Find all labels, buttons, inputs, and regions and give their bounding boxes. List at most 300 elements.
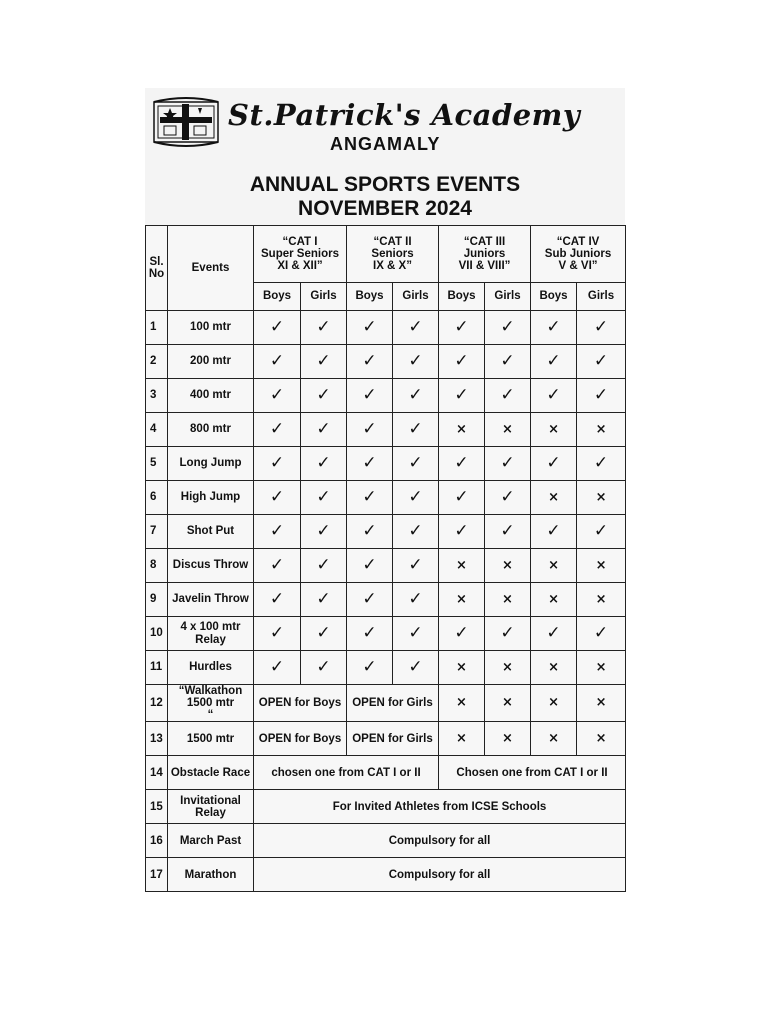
cross-mark <box>577 685 626 722</box>
table-row <box>146 685 626 722</box>
check-icon: ✓ <box>269 588 285 609</box>
check-mark <box>485 345 531 379</box>
check-mark <box>347 617 393 651</box>
check-icon: ✓ <box>546 350 561 371</box>
cell-text-line: Seniors <box>371 247 414 260</box>
row-number: 1 <box>146 311 168 345</box>
check-mark <box>393 413 439 447</box>
check-icon: ✓ <box>316 486 331 507</box>
school-name: St.Patrick's Academy <box>228 98 581 132</box>
check-mark <box>485 481 531 515</box>
check-mark <box>531 617 577 651</box>
cross-mark <box>531 583 577 617</box>
cross-icon: × <box>548 695 559 711</box>
table-row <box>146 583 626 617</box>
check-icon: ✓ <box>500 350 515 371</box>
cross-icon: × <box>502 591 513 607</box>
cross-icon: × <box>595 557 607 573</box>
table-header-row <box>146 226 626 283</box>
check-icon: ✓ <box>500 316 515 337</box>
check-icon: ✓ <box>408 486 423 507</box>
cross-icon: × <box>548 421 559 437</box>
check-icon: ✓ <box>500 622 515 643</box>
check-mark <box>301 447 347 481</box>
check-mark <box>531 311 577 345</box>
row-number: 6 <box>146 481 168 515</box>
check-icon: ✓ <box>593 452 609 473</box>
table-row <box>146 617 626 651</box>
check-icon: ✓ <box>316 384 331 405</box>
check-mark <box>254 447 301 481</box>
check-mark <box>254 481 301 515</box>
check-icon: ✓ <box>316 622 331 643</box>
table-row <box>146 413 626 447</box>
cross-mark <box>485 583 531 617</box>
check-mark <box>393 345 439 379</box>
check-mark <box>301 311 347 345</box>
cross-icon: × <box>548 591 559 607</box>
check-mark <box>254 311 301 345</box>
check-icon: ✓ <box>269 486 285 507</box>
check-icon: ✓ <box>269 418 285 439</box>
check-icon: ✓ <box>408 520 423 541</box>
cross-icon: × <box>456 730 467 746</box>
check-mark <box>347 345 393 379</box>
check-icon: ✓ <box>362 622 377 643</box>
cross-icon: × <box>456 421 467 437</box>
check-mark <box>439 345 485 379</box>
check-icon: ✓ <box>269 316 285 337</box>
cell-text-line: “CAT I <box>282 235 318 248</box>
events-header: Events <box>168 226 254 311</box>
cell-text-line: 1500 mtr <box>186 732 235 745</box>
open-note: OPEN for Girls <box>347 722 439 756</box>
cross-icon: × <box>502 730 513 746</box>
cross-mark <box>577 549 626 583</box>
check-mark <box>577 345 626 379</box>
open-note: OPEN for Girls <box>347 685 439 722</box>
cross-icon: × <box>595 659 607 675</box>
check-icon: ✓ <box>546 520 561 541</box>
check-icon: ✓ <box>593 622 609 643</box>
event-name <box>168 790 254 824</box>
check-icon: ✓ <box>269 350 285 371</box>
table-row <box>146 651 626 685</box>
check-mark <box>485 617 531 651</box>
cross-mark <box>577 651 626 685</box>
cross-icon: × <box>595 591 607 607</box>
cell-text-line: 800 mtr <box>190 423 231 436</box>
cell-text-line: V & VI” <box>558 260 598 273</box>
cell-text-line: XI & XII” <box>277 260 323 273</box>
cross-icon: × <box>595 695 607 711</box>
cross-mark <box>439 651 485 685</box>
check-mark <box>393 311 439 345</box>
cross-icon: × <box>595 421 607 437</box>
check-icon: ✓ <box>546 316 561 337</box>
table-row <box>146 722 626 756</box>
table-row <box>146 824 626 858</box>
row-number: 8 <box>146 549 168 583</box>
boys-subheader: Boys <box>439 283 485 311</box>
school-location: ANGAMALY <box>330 134 441 154</box>
boys-subheader: Boys <box>347 283 393 311</box>
cross-mark <box>485 722 531 756</box>
check-icon: ✓ <box>454 316 469 337</box>
table-row <box>146 345 626 379</box>
check-mark <box>301 651 347 685</box>
check-mark <box>485 515 531 549</box>
row-number: 9 <box>146 583 168 617</box>
cross-mark <box>577 722 626 756</box>
check-icon: ✓ <box>362 656 377 677</box>
check-icon: ✓ <box>316 554 331 575</box>
cell-text-line: Hurdles <box>189 661 232 674</box>
cross-icon: × <box>548 730 559 746</box>
event-name <box>168 345 254 379</box>
cross-icon: × <box>595 730 607 746</box>
cell-text-line: Long Jump <box>179 457 242 470</box>
check-icon: ✓ <box>454 520 469 541</box>
check-icon: ✓ <box>593 520 609 541</box>
cell-text-line: Relay <box>195 806 226 819</box>
check-icon: ✓ <box>316 316 331 337</box>
cell-text-line: 200 mtr <box>190 355 231 368</box>
cell-text-line: Super Seniors <box>261 247 339 260</box>
check-icon: ✓ <box>454 452 469 473</box>
check-icon: ✓ <box>316 588 331 609</box>
check-icon: ✓ <box>408 656 423 677</box>
check-icon: ✓ <box>546 384 561 405</box>
check-mark <box>577 379 626 413</box>
cross-mark <box>439 685 485 722</box>
row-number: 17 <box>146 858 168 892</box>
check-icon: ✓ <box>316 452 331 473</box>
check-icon: ✓ <box>408 316 423 337</box>
cross-mark <box>531 413 577 447</box>
check-icon: ✓ <box>269 452 285 473</box>
cross-icon: × <box>502 421 513 437</box>
boys-subheader: Boys <box>254 283 301 311</box>
check-mark <box>485 447 531 481</box>
check-icon: ✓ <box>316 350 331 371</box>
category-header-1 <box>254 226 347 283</box>
cross-mark <box>577 583 626 617</box>
check-icon: ✓ <box>593 350 609 371</box>
check-mark <box>439 311 485 345</box>
event-name <box>168 515 254 549</box>
row-number: 2 <box>146 345 168 379</box>
cross-icon: × <box>456 659 467 675</box>
cell-text-line: Juniors <box>463 247 506 260</box>
check-icon: ✓ <box>316 656 331 677</box>
merged-note: For Invited Athletes from ICSE Schools <box>254 790 626 824</box>
check-icon: ✓ <box>408 588 423 609</box>
cross-icon: × <box>595 489 607 505</box>
check-icon: ✓ <box>408 350 423 371</box>
cross-icon: × <box>502 557 513 573</box>
table-row <box>146 549 626 583</box>
check-mark <box>347 651 393 685</box>
event-name <box>168 549 254 583</box>
cross-mark <box>485 549 531 583</box>
cell-text-line: VII & VIII” <box>458 260 511 273</box>
check-mark <box>347 549 393 583</box>
check-icon: ✓ <box>500 486 515 507</box>
check-mark <box>254 651 301 685</box>
sports-events-table <box>145 225 626 892</box>
open-note: OPEN for Boys <box>254 685 347 722</box>
cross-mark <box>577 481 626 515</box>
cross-mark <box>439 722 485 756</box>
check-mark <box>347 515 393 549</box>
check-icon: ✓ <box>269 656 285 677</box>
cross-icon: × <box>456 591 467 607</box>
table-row <box>146 481 626 515</box>
check-icon: ✓ <box>408 554 423 575</box>
event-name <box>168 481 254 515</box>
check-icon: ✓ <box>408 622 423 643</box>
cell-text-line: High Jump <box>180 491 241 504</box>
check-icon: ✓ <box>500 384 515 405</box>
boys-subheader: Boys <box>531 283 577 311</box>
event-name <box>168 447 254 481</box>
cross-mark <box>531 549 577 583</box>
row-number: 7 <box>146 515 168 549</box>
check-mark <box>347 413 393 447</box>
cell-text-line: Invitational <box>180 794 241 807</box>
check-mark <box>301 481 347 515</box>
cell-text-line: 100 mtr <box>190 321 231 334</box>
cross-mark <box>485 651 531 685</box>
row-number: 13 <box>146 722 168 756</box>
cell-text-line: “CAT IV <box>556 235 600 248</box>
check-mark <box>254 345 301 379</box>
check-icon: ✓ <box>454 384 469 405</box>
row-number: 14 <box>146 756 168 790</box>
check-mark <box>531 515 577 549</box>
sl-no-header <box>146 226 168 311</box>
table-row <box>146 379 626 413</box>
check-icon: ✓ <box>546 622 561 643</box>
check-mark <box>347 481 393 515</box>
check-mark <box>393 515 439 549</box>
cross-icon: × <box>548 557 559 573</box>
cell-text-line: “Walkathon <box>178 685 243 697</box>
cell-text-line: IX & X” <box>373 260 412 273</box>
cell-text-line: 1500 mtr <box>186 697 235 710</box>
cross-mark <box>577 413 626 447</box>
check-icon: ✓ <box>362 350 377 371</box>
check-mark <box>301 413 347 447</box>
check-mark <box>301 549 347 583</box>
row-number: 11 <box>146 651 168 685</box>
cell-text-line: Shot Put <box>186 525 235 538</box>
cell-text-line: “CAT III <box>463 235 506 248</box>
cross-mark <box>439 583 485 617</box>
check-icon: ✓ <box>362 418 377 439</box>
cell-text-line: Marathon <box>184 868 237 881</box>
check-mark <box>439 617 485 651</box>
table-row <box>146 858 626 892</box>
check-mark <box>347 311 393 345</box>
check-mark <box>577 515 626 549</box>
check-icon: ✓ <box>362 316 377 337</box>
check-mark <box>439 515 485 549</box>
event-name <box>168 756 254 790</box>
check-mark <box>347 447 393 481</box>
check-mark <box>393 447 439 481</box>
merged-note: Compulsory for all <box>254 824 626 858</box>
event-name <box>168 583 254 617</box>
check-mark <box>393 651 439 685</box>
check-mark <box>577 311 626 345</box>
table-row <box>146 447 626 481</box>
document-subtitle: NOVEMBER 2024 <box>298 197 472 220</box>
check-mark <box>531 345 577 379</box>
girls-subheader: Girls <box>393 283 439 311</box>
event-name <box>168 311 254 345</box>
table-row <box>146 311 626 345</box>
check-mark <box>393 379 439 413</box>
check-icon: ✓ <box>408 418 423 439</box>
cross-icon: × <box>456 557 467 573</box>
school-crest-logo <box>152 96 220 148</box>
table-row <box>146 756 626 790</box>
cell-text-line: Relay <box>195 633 226 646</box>
check-icon: ✓ <box>500 520 515 541</box>
check-icon: ✓ <box>362 520 377 541</box>
row-number: 12 <box>146 685 168 722</box>
check-mark <box>393 617 439 651</box>
check-icon: ✓ <box>408 384 423 405</box>
cross-icon: × <box>456 695 467 711</box>
check-mark <box>577 617 626 651</box>
check-icon: ✓ <box>362 452 377 473</box>
check-mark <box>254 515 301 549</box>
cross-mark <box>531 481 577 515</box>
check-mark <box>439 447 485 481</box>
check-mark <box>301 617 347 651</box>
check-icon: ✓ <box>593 384 609 405</box>
check-mark <box>393 481 439 515</box>
merged-half-note: chosen one from CAT I or II <box>254 756 439 790</box>
check-mark <box>347 379 393 413</box>
check-icon: ✓ <box>454 486 469 507</box>
check-mark <box>393 549 439 583</box>
check-icon: ✓ <box>500 452 515 473</box>
check-mark <box>301 379 347 413</box>
table-row <box>146 515 626 549</box>
merged-note: Compulsory for all <box>254 858 626 892</box>
cell-text-line: Obstacle Race <box>170 766 251 779</box>
row-number: 5 <box>146 447 168 481</box>
cell-text-line: March Past <box>179 834 242 847</box>
check-mark <box>439 481 485 515</box>
cell-text-line: 4 x 100 mtr <box>180 621 241 634</box>
check-mark <box>254 583 301 617</box>
cross-mark <box>439 549 485 583</box>
check-mark <box>439 379 485 413</box>
check-icon: ✓ <box>269 520 285 541</box>
check-mark <box>531 447 577 481</box>
check-icon: ✓ <box>546 452 561 473</box>
check-mark <box>301 583 347 617</box>
cell-text-line: Sub Juniors <box>544 247 612 260</box>
row-number: 15 <box>146 790 168 824</box>
check-mark <box>393 583 439 617</box>
event-name <box>168 413 254 447</box>
cross-icon: × <box>548 489 559 505</box>
events-table-body <box>146 226 626 892</box>
girls-subheader: Girls <box>301 283 347 311</box>
check-icon: ✓ <box>362 384 377 405</box>
cross-icon: × <box>502 695 513 711</box>
cell-text-line: Discus Throw <box>172 559 249 572</box>
check-icon: ✓ <box>362 588 377 609</box>
cross-icon: × <box>502 659 513 675</box>
event-name <box>168 824 254 858</box>
check-mark <box>254 617 301 651</box>
event-name <box>168 858 254 892</box>
check-icon: ✓ <box>269 622 285 643</box>
check-mark <box>577 447 626 481</box>
row-number: 10 <box>146 617 168 651</box>
girls-subheader: Girls <box>577 283 626 311</box>
cell-text-line: 400 mtr <box>190 389 231 402</box>
cell-text-line: No <box>148 268 165 280</box>
row-number: 16 <box>146 824 168 858</box>
check-mark <box>254 549 301 583</box>
cross-mark <box>531 685 577 722</box>
cell-text-line: Sl. <box>149 255 164 268</box>
event-name <box>168 379 254 413</box>
check-icon: ✓ <box>362 486 377 507</box>
category-header-3 <box>439 226 531 283</box>
event-name <box>168 617 254 651</box>
cross-icon: × <box>548 659 559 675</box>
check-icon: ✓ <box>316 520 331 541</box>
check-icon: ✓ <box>454 350 469 371</box>
check-icon: ✓ <box>362 554 377 575</box>
row-number: 3 <box>146 379 168 413</box>
event-name <box>168 685 254 722</box>
check-mark <box>485 311 531 345</box>
check-mark <box>531 379 577 413</box>
cross-mark <box>531 651 577 685</box>
check-mark <box>254 413 301 447</box>
check-icon: ✓ <box>316 418 331 439</box>
open-note: OPEN for Boys <box>254 722 347 756</box>
cell-text-line: “CAT II <box>373 235 412 248</box>
event-name <box>168 722 254 756</box>
cell-text-line: Javelin Throw <box>172 593 249 606</box>
category-header-4 <box>531 226 626 283</box>
check-icon: ✓ <box>593 316 609 337</box>
document-title: ANNUAL SPORTS EVENTS <box>249 173 521 196</box>
event-name <box>168 651 254 685</box>
cross-mark <box>439 413 485 447</box>
cross-mark <box>531 722 577 756</box>
check-mark <box>254 379 301 413</box>
cell-text-line: “ <box>207 709 214 722</box>
check-mark <box>347 583 393 617</box>
merged-half-note: Chosen one from CAT I or II <box>439 756 626 790</box>
girls-subheader: Girls <box>485 283 531 311</box>
check-icon: ✓ <box>454 622 469 643</box>
category-header-2 <box>347 226 439 283</box>
cross-mark <box>485 685 531 722</box>
